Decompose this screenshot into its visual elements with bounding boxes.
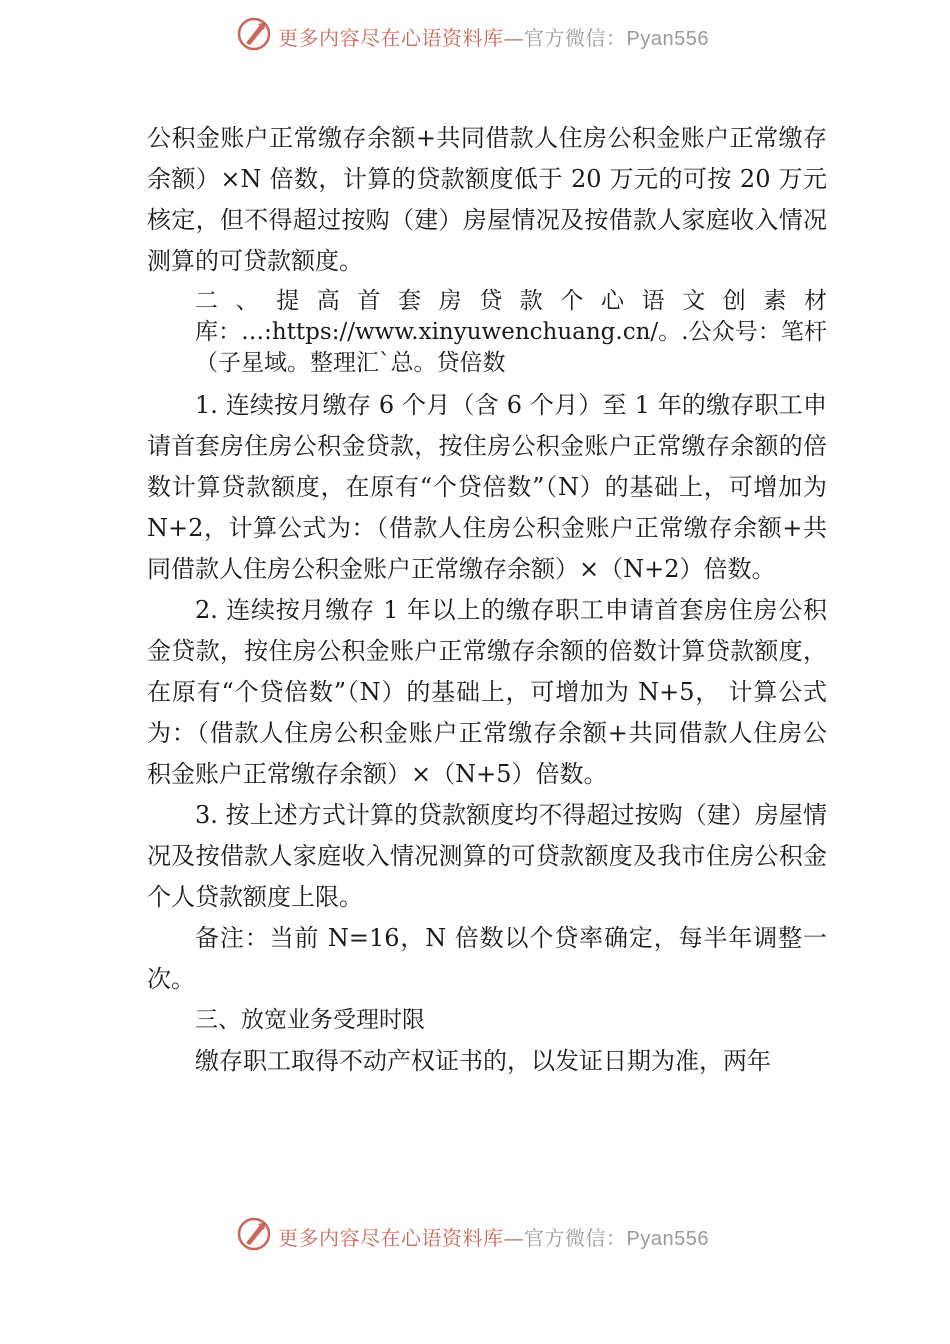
document-body (147, 118, 827, 1082)
banner-dash: — (503, 26, 524, 50)
footer-banner (0, 1208, 950, 1258)
banner-label: 官方微信： (524, 26, 627, 50)
section-3-heading: 三、放宽业务受理时限 (195, 1007, 425, 1033)
banner-label: 官方微信： (524, 1226, 627, 1250)
header-banner (0, 8, 950, 58)
banner-main-text: 更多内容尽在心语资料库 (278, 1226, 504, 1250)
paragraph-section-3: 缴存职工取得不动产权证书的，以发证日期为准，两年 (195, 1047, 771, 1075)
paragraph-continuation: 公积金账户正常缴存余额+共同借款人住房公积金账户正常缴存余额）×N 倍数，计算的贷款额度低于 20 万元的可按 20 万元核定，但不得超过按购（建）房屋情况及按借款人家庭收入情况测算的可贷款额度。 (147, 124, 827, 275)
paragraph-item-2: 2. 连续按月缴存 1 年以上的缴存职工申请首套房住房公积金贷款，按住房公积金账户正常缴存余额的倍数计算贷款额度，在原有“个贷倍数”（N）的基础上，可增加为 N+5， 计算公式为：（借款人住房公积金账户正常缴存余额+共同借款人住房公积金账户正常缴存余额）×（N+5）倍数。 (147, 596, 827, 788)
paragraph-item-1: 1. 连续按月缴存 6 个月（含 6 个月）至 1 年的缴存职工申请首套房住房公积金贷款，按住房公积金账户正常缴存余额的倍数计算贷款额度，在原有“个贷倍数”（N）的基础上，可增加为 N+2，计算公式为：（借款人住房公积金账户正常缴存余额+共同借款人住房公积金账户正常缴存余额）×（N+2）倍数。 (147, 391, 827, 583)
pen-logo-icon (236, 16, 272, 52)
banner-text (278, 1222, 709, 1251)
banner-wechat-id: Pyan556 (626, 28, 709, 50)
paragraph-note: 备注：当前 N=16，N 倍数以个贷率确定，每半年调整一次。 (147, 924, 827, 993)
pen-logo-icon (236, 1216, 272, 1252)
banner-text (278, 22, 709, 51)
paragraph-item-3: 3. 按上述方式计算的贷款额度均不得超过按购（建）房屋情况及按借款人家庭收入情况测算的可贷款额度及我市住房公积金个人贷款额度上限。 (147, 801, 827, 911)
banner-main-text: 更多内容尽在心语资料库 (278, 26, 504, 50)
banner-wechat-id: Pyan556 (626, 1228, 709, 1250)
banner-dash: — (503, 1226, 524, 1250)
section-2-heading: 二、提高首套房贷款个心语文创素材库：…:https://www.xinyuwenchuang.cn/。.公众号：笔杆（子星域。整理汇`总。贷倍数 (195, 288, 827, 376)
